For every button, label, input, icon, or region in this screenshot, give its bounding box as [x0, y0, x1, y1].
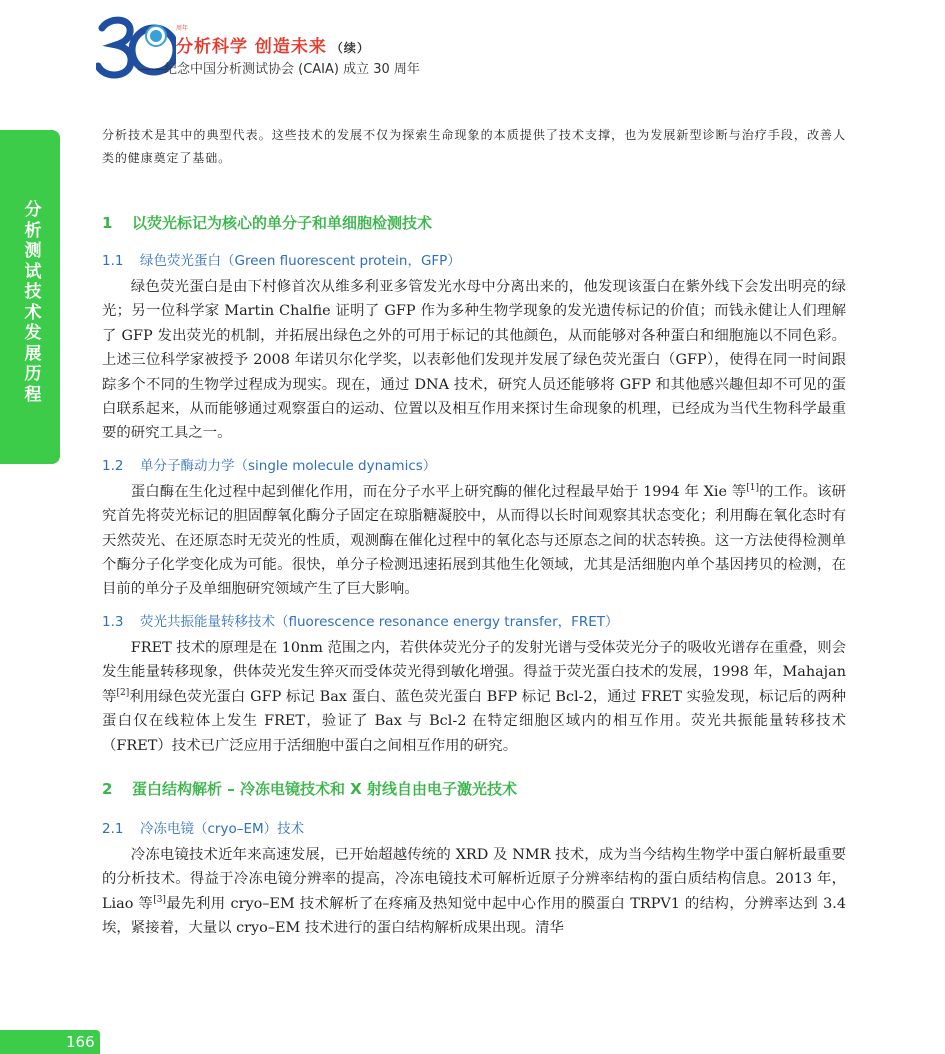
section-1-heading: [102, 212, 846, 233]
subsection-1-3-heading: [102, 610, 846, 630]
subsection-title: 绿色荧光蛋白（Green fluorescent protein，GFP）: [140, 253, 461, 269]
section-number: 1: [102, 214, 113, 232]
subsection-title: 单分子酶动力学（single molecule dynamics）: [140, 457, 437, 474]
page-number: 166: [66, 1033, 95, 1051]
gfp-paragraph: 绿色荧光蛋白是由下村修首次从维多利亚多管发光水母中分离出来的，他发现该蛋白在紫外线下会发出明亮的绿光；另一位科学家 Martin Chalfie 证明了 GFP 作为多种生物学现象的发光遗传标记的价值；而钱永健让人们理解了 GFP 发出荧光的机制，并拓展出绿色之外的可用于标记的其他颜色，从而能够对各种蛋白和细胞施以不同色彩。上述三位科学家被授予 2008 年诺贝尔化学奖，以表彰他们发现并发展了绿色荧光蛋白（GFP），使得在同一时间跟踪多个不同的生物学过程成为现实。现在，通过 DNA 技术，研究人员还能够将 GFP 和其他感兴趣但却不可见的蛋白联系起来，从而能够通过观察蛋白的运动、位置以及相互作用来探讨生命现象的机理，已经成为当代生物科学最重要的研究工具之一。: [102, 279, 846, 442]
paragraph-text: 蛋白酶在生化过程中起到催化作用，而在分子水平上研究酶的催化过程最早始于 1994 年 Xie 等: [130, 483, 747, 500]
subsection-number: 1.2: [102, 457, 124, 474]
page-header: [96, 14, 596, 84]
slogan-text: 分析科学 创造未来: [176, 37, 327, 57]
paragraph-text: 的工作。该研究首先将荧光标记的胆固醇氧化酶分子固定在琼脂糖凝胶中，从而得以长时间观察其状态变化；利用酶在氧化态时有天然荧光、在还原态时无荧光的性质，观测酶在催化过程中的氧化态与还原态之间的状态转换。这一方法使得检测单个酶分子化学变化成为可能。很快，单分子检测迅速拓展到其他生化领域，尤其是活细胞内单个基因拷贝的检测，在目前的单分子及单细胞研究领域产生了巨大影响。: [102, 483, 846, 598]
section-2-heading: [102, 778, 846, 799]
chapter-side-label: 分析测试技术发展历程: [24, 200, 42, 405]
section-number: 2: [102, 779, 113, 798]
paragraph-text: FRET 技术的原理是在 10nm 范围之内，若供体荧光分子的发射光谱与受体荧光分子的吸收光谱存在重叠，则会发生能量转移现象，供体荧光发生猝灭而受体荧光得到敏化增强。得益于荧光蛋白技术的发展，1998 年，Mahajan 等: [102, 639, 846, 705]
paragraph-text: 利用绿色荧光蛋白 GFP 标记 Bax 蛋白、蓝色荧光蛋白 BFP 标记 Bcl-2，通过 FRET 实验发现，标记后的两种蛋白仅在线粒体上发生 FRET，验证了 Bax 与 Bcl-2 在特定细胞区域内的相互作用。荧光共振能量转移技术（FRET）技术已广泛应用于活细胞中蛋白之间相互作用的研究。: [102, 688, 846, 754]
section-title: 蛋白结构解析 – 冷冻电镜技术和 X 射线自由电子激光技术: [132, 779, 517, 798]
brand-slogan: [176, 32, 370, 57]
subsection-number: 1.3: [102, 613, 124, 630]
section-title: 以荧光标记为核心的单分子和单细胞检测技术: [132, 214, 433, 232]
subsection-2-1-heading: [102, 817, 846, 837]
paragraph-text: 最先利用 cryo–EM 技术解析了在疼痛及热知觉中起中心作用的膜蛋白 TRPV1 的结构，分辨率达到 3.4 埃，紧接着，大量以 cryo–EM 技术进行的蛋白结构解析成果出现。清华: [102, 895, 846, 937]
subsection-title: 冷冻电镜（cryo–EM）技术: [140, 820, 305, 837]
subsection-number: 1.1: [102, 253, 124, 269]
continued-label: （续）: [330, 41, 370, 55]
citation-ref: [1]: [746, 483, 759, 494]
subsection-title: 荧光共振能量转移技术（fluorescence resonance energy transfer，FRET）: [140, 613, 619, 630]
subsection-1-1-heading: [102, 249, 846, 269]
cryo-em-paragraph: [102, 843, 846, 941]
citation-ref: [2]: [116, 687, 130, 698]
anniversary-label: 周年: [176, 25, 189, 32]
enzyme-dynamics-paragraph: [102, 480, 846, 602]
subsection-number: 2.1: [102, 820, 124, 837]
paragraph-text: 冷冻电镜技术近年来高速发展，已开始超越传统的 XRD 及 NMR 技术，成为当今结构生物学中蛋白解析最重要的分析技术。得益于冷冻电镜分辨率的提高，冷冻电镜技术可解析近原子分辨率结构的蛋白质结构信息。2013 年，Liao 等: [102, 846, 846, 912]
header-subtitle: ——纪念中国分析测试协会 (CAIA) 成立 30 周年: [138, 62, 420, 77]
fret-paragraph: [102, 636, 846, 758]
page-content: [102, 124, 846, 941]
intro-paragraph: 分析技术是其中的典型代表。这些技术的发展不仅为探索生命现象的本质提供了技术支撑，也为发展新型诊断与治疗手段，改善人类的健康奠定了基础。: [102, 128, 846, 165]
page-number-tab: [0, 1030, 100, 1054]
citation-ref: [3]: [153, 894, 166, 905]
subsection-1-2-heading: [102, 454, 846, 474]
